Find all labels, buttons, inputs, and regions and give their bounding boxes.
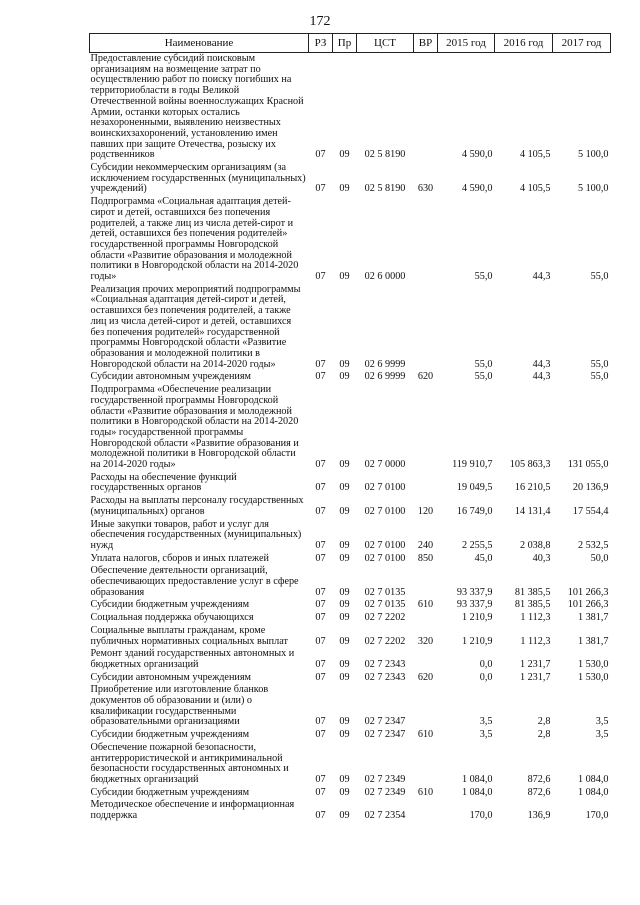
row-cst: 02 7 2354 (364, 810, 406, 822)
row-name: Методическое обеспечение и информационная поддержка (90, 799, 295, 822)
row-name: Ремонт зданий государственных автономных и бюджетных организаций (90, 648, 295, 670)
row-name: Подпрограмма «Обеспечение реализации государственной программы Новгородской области «Развитие образования и молодежной политики в Новгородской области на 2014-2020 годы» государственной программы Новгородской области «Развитие образования и молодежной политики в Новгородской области на 2014-2020 годы» (90, 384, 299, 471)
row-name: Социальные выплаты гражданам, кроме публичных нормативных социальных выплат (90, 624, 288, 647)
row-name: Субсидии некоммерческим организациям (за исключением государственных (муниципальных) учреждений) (90, 162, 306, 195)
row-value-2015: 93 337,9 (456, 599, 493, 611)
table-row (90, 384, 611, 472)
row-value-2017: 3,5 (595, 716, 609, 728)
row-value-2015: 0,0 (479, 658, 493, 670)
row-cst: 02 7 2347 (364, 729, 406, 741)
row-value-2016: 4 105,5 (519, 183, 551, 195)
table-row (90, 625, 611, 648)
row-value-2015: 55,0 (474, 271, 493, 283)
row-rz: 07 (315, 786, 326, 798)
row-pr: 09 (339, 716, 350, 728)
budget-table (89, 33, 611, 823)
row-cst: 02 7 2349 (364, 774, 406, 785)
row-value-2016: 16 210,5 (514, 482, 551, 494)
row-vr: 610 (417, 786, 434, 798)
row-pr: 09 (339, 482, 350, 494)
row-cst: 02 6 0000 (364, 271, 406, 283)
page-number: 172 (309, 14, 331, 29)
row-value-2016: 105 863,3 (509, 459, 551, 471)
row-rz: 07 (315, 552, 326, 564)
row-vr: 320 (417, 635, 434, 647)
row-name: Уплата налогов, сборов и иных платежей (90, 552, 269, 564)
row-value-2016: 872,6 (527, 786, 551, 798)
row-cst: 02 7 0000 (364, 459, 406, 471)
table-row (90, 565, 611, 599)
row-cst: 02 5 8190 (364, 149, 406, 161)
row-cst: 02 7 2202 (364, 612, 406, 624)
row-value-2015: 3,5 (479, 716, 493, 728)
table-row (90, 799, 611, 822)
row-rz: 07 (315, 774, 326, 785)
row-value-2017: 101 266,3 (567, 599, 609, 611)
table-row (90, 371, 611, 384)
table-row (90, 787, 611, 800)
row-value-2016: 136,9 (527, 810, 551, 822)
row-rz: 07 (315, 612, 326, 624)
row-value-2015: 45,0 (474, 552, 493, 564)
row-rz: 07 (315, 149, 326, 161)
row-value-2016: 14 131,4 (514, 505, 551, 517)
row-name: Расходы на обеспечение функций государственных органов (90, 471, 237, 494)
row-rz: 07 (315, 599, 326, 611)
row-value-2017: 1 084,0 (577, 774, 609, 785)
row-cst: 02 7 0100 (364, 482, 406, 494)
table-row (90, 742, 611, 787)
row-value-2017: 2 532,5 (577, 539, 609, 551)
table-body (90, 53, 611, 823)
table-row (90, 648, 611, 671)
row-value-2016: 872,6 (527, 774, 551, 785)
row-vr: 120 (417, 505, 434, 517)
row-value-2017: 55,0 (590, 271, 609, 283)
row-value-2015: 19 049,5 (456, 482, 493, 494)
row-cst: 02 7 2347 (364, 716, 406, 728)
row-vr (414, 565, 438, 599)
row-value-2015: 93 337,9 (456, 586, 493, 598)
row-value-2017: 1 381,7 (577, 612, 609, 624)
row-value-2016: 44,3 (532, 371, 551, 383)
row-value-2016: 1 112,3 (520, 612, 551, 624)
row-value-2015: 1 084,0 (461, 774, 493, 785)
row-value-2016: 1 112,3 (520, 635, 551, 647)
row-rz: 07 (315, 505, 326, 517)
row-pr: 09 (339, 459, 350, 471)
row-value-2016: 44,3 (532, 358, 551, 370)
row-value-2017: 1 530,0 (577, 658, 609, 670)
row-value-2017: 1 084,0 (577, 786, 609, 798)
row-value-2017: 1 530,0 (577, 671, 609, 683)
row-rz: 07 (315, 459, 326, 471)
row-cst: 02 7 2343 (364, 671, 406, 683)
table-header-row (90, 34, 611, 53)
row-cst: 02 6 9999 (364, 358, 406, 370)
row-value-2015: 3,5 (479, 729, 493, 741)
table-row (90, 495, 611, 518)
row-vr (414, 799, 438, 822)
row-value-2015: 55,0 (474, 358, 493, 370)
row-cst: 02 7 0100 (364, 552, 406, 564)
row-name: Реализация прочих мероприятий подпрограммы «Социальная адаптация детей-сирот и детей, оставшихся без попечения родителей, а также лиц из числа детей-сирот и детей, оставшихся без попечения родителей» государственной программы Новгородской области «Развитие образования и молодежной политики в Новгородской области на 2014-2020 годы» (90, 283, 301, 370)
header-2015: 2015 год (438, 34, 495, 53)
row-value-2017: 131 055,0 (567, 459, 609, 471)
row-value-2015: 2 255,5 (461, 539, 493, 551)
row-name: Обеспечение деятельности организаций, обеспечивающих предоставление услуг в сфере образования (90, 565, 299, 598)
row-cst: 02 7 0100 (364, 505, 406, 517)
row-pr: 09 (339, 358, 350, 370)
row-rz: 07 (315, 371, 326, 383)
row-cst: 02 5 8190 (364, 183, 406, 195)
row-value-2015: 119 910,7 (452, 459, 493, 471)
row-vr: 610 (417, 599, 434, 611)
row-value-2016: 1 231,7 (519, 658, 551, 670)
row-name: Обеспечение пожарной безопасности, антитеррористической и антикриминальной безопасности государственных автономных и бюджетных организаций (90, 741, 289, 785)
row-vr: 630 (417, 183, 434, 195)
row-pr: 09 (339, 599, 350, 611)
row-rz: 07 (315, 671, 326, 683)
header-pr: Пр (333, 34, 357, 53)
row-pr: 09 (339, 371, 350, 383)
table-row (90, 472, 611, 495)
row-name: Приобретение или изготовление бланков документов об образовании и (или) о квалификации государственными образовательными организациями (90, 684, 269, 728)
row-pr: 09 (339, 658, 350, 670)
table-row (90, 672, 611, 685)
row-value-2016: 2,8 (537, 716, 551, 728)
row-rz: 07 (315, 658, 326, 670)
row-cst: 02 7 2343 (364, 658, 406, 670)
row-vr: 620 (417, 671, 434, 683)
row-vr: 850 (417, 552, 434, 564)
row-value-2015: 0,0 (479, 671, 493, 683)
table-row (90, 162, 611, 196)
row-pr: 09 (339, 671, 350, 683)
row-vr (414, 612, 438, 625)
table-row (90, 553, 611, 566)
row-pr: 09 (339, 586, 350, 598)
row-value-2017: 3,5 (595, 729, 609, 741)
row-name: Расходы на выплаты персоналу государственных (муниципальных) органов (90, 495, 304, 517)
row-value-2017: 5 100,0 (577, 149, 609, 161)
row-value-2016: 40,3 (532, 552, 551, 564)
row-pr: 09 (339, 810, 350, 822)
table-row (90, 53, 611, 163)
row-rz: 07 (315, 716, 326, 728)
row-name: Субсидии автономным учреждениям (90, 371, 251, 383)
row-rz: 07 (315, 183, 326, 195)
row-name: Субсидии бюджетным учреждениям (90, 786, 250, 798)
row-rz: 07 (315, 729, 326, 741)
table-row (90, 284, 611, 372)
row-vr (414, 53, 438, 163)
header-cst: ЦСТ (357, 34, 414, 53)
row-value-2015: 1 210,9 (461, 635, 493, 647)
header-name: Наименование (90, 34, 309, 53)
row-vr (414, 742, 438, 787)
row-value-2015: 4 590,0 (461, 149, 493, 161)
row-value-2016: 1 231,7 (519, 671, 551, 683)
row-vr: 240 (417, 539, 434, 551)
table-row (90, 729, 611, 742)
row-name: Социальная поддержка обучающихся (90, 612, 254, 624)
table-row (90, 684, 611, 729)
row-rz: 07 (315, 635, 326, 647)
row-value-2016: 81 385,5 (514, 586, 551, 598)
row-vr: 620 (417, 371, 434, 383)
row-value-2017: 55,0 (590, 371, 609, 383)
row-name: Субсидии автономным учреждениям (90, 671, 251, 683)
row-name: Субсидии бюджетным учреждениям (90, 599, 250, 611)
row-vr (414, 284, 438, 372)
row-value-2017: 17 554,4 (572, 505, 609, 517)
row-pr: 09 (339, 183, 350, 195)
row-vr (414, 196, 438, 284)
row-pr: 09 (339, 612, 350, 624)
row-value-2015: 1 210,9 (461, 612, 493, 624)
row-value-2017: 20 136,9 (572, 482, 609, 494)
row-rz: 07 (315, 358, 326, 370)
row-vr: 610 (417, 729, 434, 741)
row-pr: 09 (339, 539, 350, 551)
row-value-2016: 44,3 (532, 271, 551, 283)
row-pr: 09 (339, 271, 350, 283)
row-vr (414, 384, 438, 472)
row-pr: 09 (339, 149, 350, 161)
row-value-2017: 50,0 (590, 552, 609, 564)
row-cst: 02 7 2202 (364, 635, 406, 647)
row-pr: 09 (339, 774, 350, 785)
row-pr: 09 (339, 786, 350, 798)
row-vr (414, 684, 438, 729)
row-rz: 07 (315, 271, 326, 283)
row-value-2017: 5 100,0 (577, 183, 609, 195)
row-value-2017: 101 266,3 (567, 586, 609, 598)
row-pr: 09 (339, 552, 350, 564)
row-name: Иные закупки товаров, работ и услуг для обеспечения государственных (муниципальных) нужд (90, 518, 302, 551)
row-cst: 02 7 0135 (364, 586, 406, 598)
row-cst: 02 7 0135 (364, 599, 406, 611)
row-value-2015: 170,0 (469, 810, 493, 822)
row-pr: 09 (339, 505, 350, 517)
row-value-2016: 2 038,8 (519, 539, 551, 551)
table-row (90, 196, 611, 284)
row-value-2016: 4 105,5 (519, 149, 551, 161)
row-rz: 07 (315, 539, 326, 551)
row-rz: 07 (315, 482, 326, 494)
row-pr: 09 (339, 635, 350, 647)
row-value-2015: 4 590,0 (461, 183, 493, 195)
row-rz: 07 (315, 586, 326, 598)
row-vr (414, 648, 438, 671)
row-name: Субсидии бюджетным учреждениям (90, 729, 250, 741)
row-cst: 02 7 2349 (364, 786, 406, 798)
header-vr: ВР (414, 34, 438, 53)
row-rz: 07 (315, 810, 326, 822)
row-cst: 02 7 0100 (364, 539, 406, 551)
table-row (90, 612, 611, 625)
row-value-2015: 55,0 (474, 371, 493, 383)
header-rz: РЗ (309, 34, 333, 53)
header-2016: 2016 год (495, 34, 553, 53)
row-value-2017: 1 381,7 (577, 635, 609, 647)
row-name: Предоставление субсидий поисковым организациям на возмещение затрат по осуществлению работ по поиску погибших на территориобласти в годы Великой Отечественной войны военнослужащих Красной Армии, останки которых остались незахороненными, выявлению неизвестных воинскихзахоронений, установлению имен павших при защите Отечества, розыску их родственников (90, 53, 304, 161)
row-value-2017: 170,0 (585, 810, 609, 822)
table-row (90, 519, 611, 553)
row-value-2016: 81 385,5 (514, 599, 551, 611)
row-value-2017: 55,0 (590, 358, 609, 370)
header-2017: 2017 год (553, 34, 611, 53)
row-value-2015: 1 084,0 (461, 786, 493, 798)
row-vr (414, 472, 438, 495)
table-row (90, 599, 611, 612)
row-value-2016: 2,8 (537, 729, 551, 741)
row-cst: 02 6 9999 (364, 371, 406, 383)
row-value-2015: 16 749,0 (456, 505, 493, 517)
row-name: Подпрограмма «Социальная адаптация детей-сирот и детей, оставшихся без попечения родителей, а также лиц из числа детей-сирот и детей, оставшихся без попечения родителей» государственной программы Новгородской области «Развитие образования и молодежной политики в Новгородской области на 2014-2020 годы» (90, 196, 299, 283)
row-pr: 09 (339, 729, 350, 741)
